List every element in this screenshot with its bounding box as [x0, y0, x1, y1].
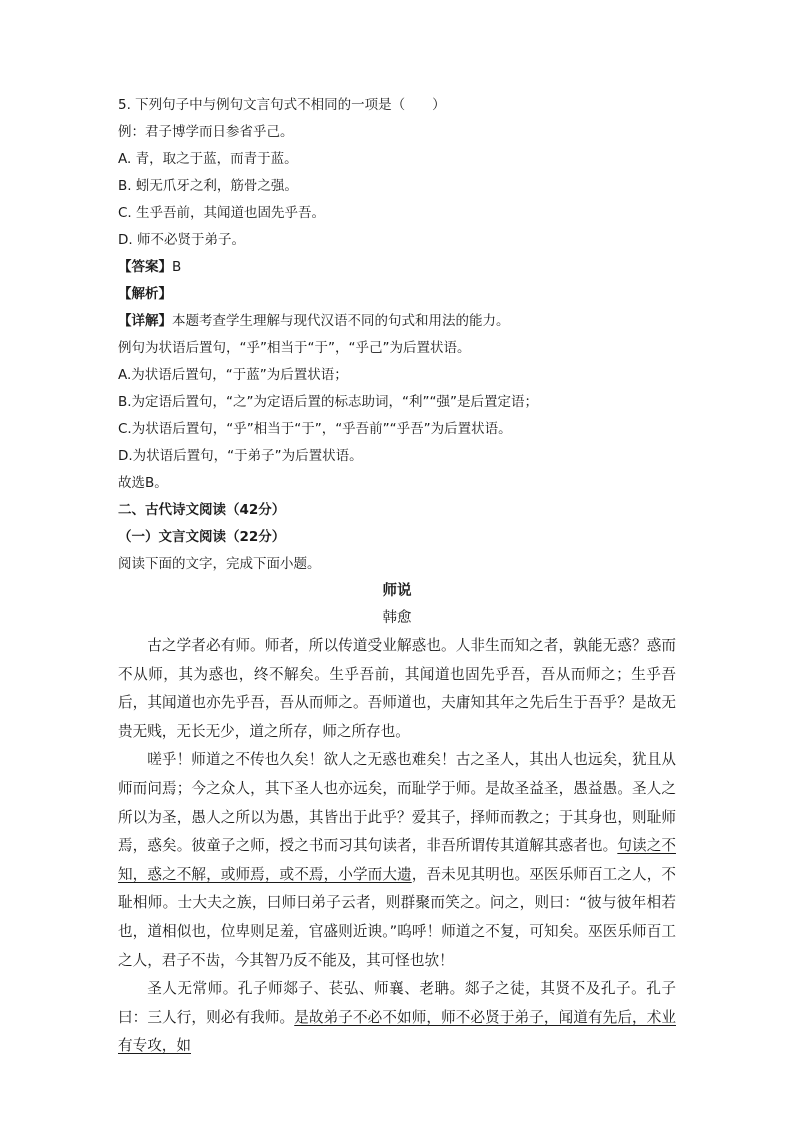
passage-paragraph-2 — [118, 746, 676, 975]
passage-paragraph-1: 古之学者必有师。师者，所以传道受业解惑也。人非生而知之者，孰能无惑？惑而不从师，其为惑也，终不解矣。生乎吾前，其闻道也固先乎吾，吾从而师之；生乎吾后，其闻道也亦先乎吾，吾从而师之。吾师道也，夫庸知其年之先后生于吾乎？是故无贵无贱，无长无少，道之所存，师之所存也。 — [118, 637, 676, 740]
option-d: D. 师不必贤于弟子。 — [118, 232, 245, 248]
paragraph-2-text-b: ，吾未见其明也。巫医乐师百工之人，不耻相师。士大夫之族，曰师曰弟子云者，则群聚而笑之。问之，则曰：“彼与彼年相若也，道相似也，位卑则足羞，官盛则近谀。”呜呼！师道之不复，可知矣。巫医乐师百工之人，君子不齿，今其智乃反不能及，其可怪也欤！ — [118, 865, 676, 969]
passage-paragraph-3 — [118, 975, 676, 1061]
passage-author: 韩愈 — [382, 610, 412, 626]
conclusion: 故选B。 — [118, 475, 168, 491]
paragraph-2-text-a: 嗟乎！师道之不传也久矣！欲人之无惑也难矣！古之圣人，其出人也远矣，犹且从师而问焉；今之众人，其下圣人也亦远矣，而耻学于师。是故圣益圣，愚益愚。圣人之所以为圣，愚人之所以为愚，其皆出于此乎？爱其子，择师而教之；于其身也，则耻师焉，惑矣。彼童子之师，授之书而习其句读者，非吾所谓传其道解其惑者也。 — [118, 751, 676, 855]
underlined-sentence-2: 是故弟子不必不如师，师不必贤于弟子，闻道有先后，术业有专攻，如 — [118, 1008, 676, 1055]
explanation-b: B.为定语后置句，“之”为定语后置的标志助词，“利”“强”是后置定语； — [118, 394, 539, 410]
underlined-sentence-1: 句读之不知，惑之不解，或师焉，或不焉，小学而大遗 — [118, 837, 676, 883]
detail-text: 本题考查学生理解与现代汉语不同的句式和用法的能力。 — [172, 313, 510, 329]
section-heading: 二、古代诗文阅读（42分） — [118, 502, 286, 518]
answer-tag: 【答案】 — [118, 259, 172, 275]
document-page — [118, 92, 676, 1061]
explanation-d: D.为状语后置句，“于弟子”为后置状语。 — [118, 448, 363, 464]
question-example: 例：君子博学而日参省乎己。 — [118, 124, 294, 140]
section-instruction: 阅读下面的文字，完成下面小题。 — [118, 556, 321, 572]
option-b: B. 蚓无爪牙之利，筋骨之强。 — [118, 178, 298, 194]
passage-title: 师说 — [382, 583, 412, 599]
answer-value: B — [172, 259, 182, 275]
option-a: A. 青，取之于蓝，而青于蓝。 — [118, 151, 298, 167]
option-c: C. 生乎吾前，其闻道也固先乎吾。 — [118, 205, 326, 221]
explanation-example: 例句为状语后置句，“乎”相当于“于”，“乎己”为后置状语。 — [118, 340, 471, 356]
paragraph-3-text-a: 圣人无常师。孔子师郯子、苌弘、师襄、老聃。郯子之徒，其贤不及孔子。孔子曰：三人行，则必有我师。 — [118, 980, 676, 1026]
detail-line — [118, 308, 676, 335]
analysis-tag: 【解析】 — [118, 286, 172, 302]
explanation-c: C.为状语后置句，“乎”相当于“于”，“乎吾前”“乎吾”为后置状语。 — [118, 421, 512, 437]
answer-line — [118, 254, 676, 281]
question-stem: 5. 下列句子中与例句文言句式不相同的一项是（ ） — [118, 97, 446, 113]
section-subheading: （一）文言文阅读（22分） — [118, 529, 286, 545]
detail-tag: 【详解】 — [118, 313, 172, 329]
explanation-a: A.为状语后置句，“于蓝”为后置状语； — [118, 367, 348, 383]
